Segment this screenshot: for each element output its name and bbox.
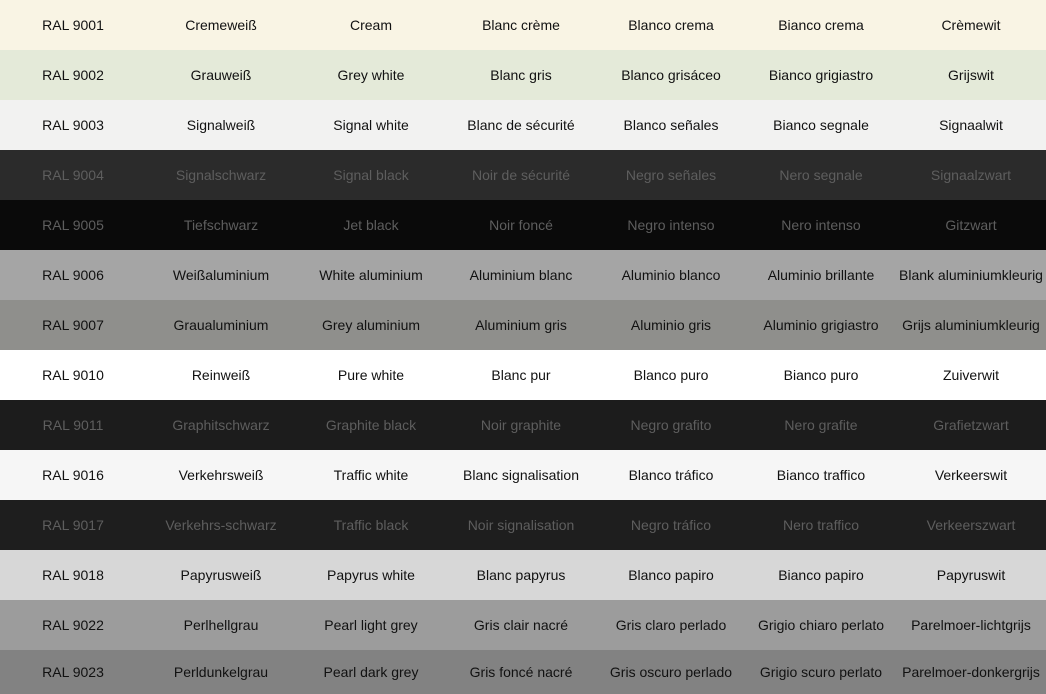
spanish-name-cell: Blanco señales bbox=[623, 116, 719, 133]
dutch-name-cell: Signaalwit bbox=[939, 116, 1003, 133]
english-name-cell: Jet black bbox=[343, 216, 399, 233]
italian-name-cell: Nero segnale bbox=[779, 166, 863, 183]
table-row bbox=[0, 500, 1046, 550]
dutch-name-cell: Crèmewit bbox=[941, 16, 1001, 33]
table-row bbox=[0, 350, 1046, 400]
table-row bbox=[0, 250, 1046, 300]
spanish-name-cell: Blanco tráfico bbox=[628, 466, 714, 483]
ral-code-cell: RAL 9016 bbox=[42, 466, 104, 483]
english-name-cell: Grey white bbox=[337, 66, 405, 83]
spanish-name-cell: Negro intenso bbox=[627, 216, 715, 233]
table-row bbox=[0, 650, 1046, 694]
french-name-cell: Noir signalisation bbox=[467, 516, 575, 533]
ral-code-cell: RAL 9005 bbox=[42, 216, 104, 233]
german-name-cell: Perlhellgrau bbox=[183, 616, 259, 633]
english-name-cell: Signal white bbox=[333, 116, 409, 133]
italian-name-cell: Nero intenso bbox=[781, 216, 861, 233]
spanish-name-cell: Negro tráfico bbox=[630, 516, 712, 533]
french-name-cell: Blanc papyrus bbox=[476, 566, 566, 583]
ral-code-cell: RAL 9001 bbox=[42, 16, 104, 33]
italian-name-cell: Nero grafite bbox=[784, 416, 858, 433]
italian-name-cell: Grigio scuro perlato bbox=[759, 663, 883, 680]
table-row bbox=[0, 600, 1046, 650]
italian-name-cell: Bianco crema bbox=[778, 16, 864, 33]
spanish-name-cell: Negro grafito bbox=[630, 416, 712, 433]
german-name-cell: Graualuminium bbox=[173, 316, 269, 333]
dutch-name-cell: Grijs aluminiumkleurig bbox=[902, 316, 1040, 333]
french-name-cell: Blanc de sécurité bbox=[467, 116, 575, 133]
dutch-name-cell: Blank aluminiumkleurig bbox=[899, 266, 1043, 283]
dutch-name-cell: Verkeerswit bbox=[934, 466, 1008, 483]
italian-name-cell: Bianco segnale bbox=[773, 116, 869, 133]
ral-code-cell: RAL 9011 bbox=[42, 416, 104, 433]
french-name-cell: Gris clair nacré bbox=[473, 616, 569, 633]
spanish-name-cell: Blanco grisáceo bbox=[621, 66, 721, 83]
spanish-name-cell: Blanco crema bbox=[628, 16, 714, 33]
table-row bbox=[0, 50, 1046, 100]
spanish-name-cell: Blanco puro bbox=[633, 366, 709, 383]
italian-name-cell: Grigio chiaro perlato bbox=[757, 616, 885, 633]
french-name-cell: Noir graphite bbox=[480, 416, 562, 433]
english-name-cell: Grey aluminium bbox=[321, 316, 421, 333]
table-row bbox=[0, 300, 1046, 350]
dutch-name-cell: Verkeerszwart bbox=[926, 516, 1016, 533]
ral-code-cell: RAL 9006 bbox=[42, 266, 104, 283]
table-row bbox=[0, 0, 1046, 50]
spanish-name-cell: Gris oscuro perlado bbox=[609, 663, 733, 680]
dutch-name-cell: Gitzwart bbox=[945, 216, 997, 233]
french-name-cell: Blanc gris bbox=[490, 66, 552, 83]
dutch-name-cell: Grijswit bbox=[948, 66, 994, 83]
ral-code-cell: RAL 9022 bbox=[42, 616, 104, 633]
ral-code-cell: RAL 9007 bbox=[42, 316, 104, 333]
german-name-cell: Graphitschwarz bbox=[172, 416, 270, 433]
table-row bbox=[0, 200, 1046, 250]
german-name-cell: Papyrusweiß bbox=[180, 566, 262, 583]
english-name-cell: White aluminium bbox=[319, 266, 423, 283]
french-name-cell: Aluminium blanc bbox=[469, 266, 573, 283]
english-name-cell: Pure white bbox=[337, 366, 405, 383]
table-row bbox=[0, 550, 1046, 600]
german-name-cell: Tiefschwarz bbox=[183, 216, 259, 233]
dutch-name-cell: Papyruswit bbox=[936, 566, 1006, 583]
italian-name-cell: Aluminio brillante bbox=[767, 266, 875, 283]
english-name-cell: Pearl light grey bbox=[324, 616, 418, 633]
ral-code-cell: RAL 9023 bbox=[42, 663, 104, 680]
french-name-cell: Gris foncé nacré bbox=[469, 663, 573, 680]
ral-code-cell: RAL 9017 bbox=[42, 516, 104, 533]
german-name-cell: Signalschwarz bbox=[175, 166, 267, 183]
spanish-name-cell: Negro señales bbox=[625, 166, 717, 183]
english-name-cell: Signal black bbox=[333, 166, 409, 183]
italian-name-cell: Nero traffico bbox=[783, 516, 859, 533]
english-name-cell: Papyrus white bbox=[327, 566, 415, 583]
table-row bbox=[0, 150, 1046, 200]
italian-name-cell: Bianco puro bbox=[783, 366, 859, 383]
spanish-name-cell: Aluminio gris bbox=[630, 316, 712, 333]
english-name-cell: Traffic white bbox=[333, 466, 409, 483]
dutch-name-cell: Grafietzwart bbox=[933, 416, 1009, 433]
english-name-cell: Graphite black bbox=[325, 416, 417, 433]
french-name-cell: Blanc pur bbox=[491, 366, 551, 383]
dutch-name-cell: Signaalzwart bbox=[930, 166, 1012, 183]
ral-code-cell: RAL 9010 bbox=[42, 366, 104, 383]
ral-code-cell: RAL 9003 bbox=[42, 116, 104, 133]
italian-name-cell: Bianco traffico bbox=[776, 466, 866, 483]
italian-name-cell: Bianco grigiastro bbox=[768, 66, 874, 83]
english-name-cell: Pearl dark grey bbox=[323, 663, 419, 680]
french-name-cell: Aluminium gris bbox=[475, 316, 567, 333]
german-name-cell: Signalweiß bbox=[186, 116, 256, 133]
ral-code-cell: RAL 9004 bbox=[42, 166, 104, 183]
table-row bbox=[0, 100, 1046, 150]
table-row bbox=[0, 450, 1046, 500]
german-name-cell: Verkehrs-schwarz bbox=[165, 516, 277, 533]
german-name-cell: Verkehrsweiß bbox=[178, 466, 264, 483]
dutch-name-cell: Parelmoer-lichtgrijs bbox=[911, 616, 1031, 633]
german-name-cell: Reinweiß bbox=[191, 366, 251, 383]
french-name-cell: Blanc crème bbox=[482, 16, 560, 33]
german-name-cell: Perldunkelgrau bbox=[173, 663, 269, 680]
dutch-name-cell: Parelmoer-donkergrijs bbox=[902, 663, 1040, 680]
ral-code-cell: RAL 9002 bbox=[42, 66, 104, 83]
table-row bbox=[0, 400, 1046, 450]
spanish-name-cell: Gris claro perlado bbox=[615, 616, 727, 633]
french-name-cell: Noir foncé bbox=[489, 216, 553, 233]
german-name-cell: Weißaluminium bbox=[172, 266, 270, 283]
german-name-cell: Grauweiß bbox=[190, 66, 252, 83]
ral-code-cell: RAL 9018 bbox=[42, 566, 104, 583]
french-name-cell: Noir de sécurité bbox=[471, 166, 571, 183]
spanish-name-cell: Aluminio blanco bbox=[621, 266, 721, 283]
dutch-name-cell: Zuiverwit bbox=[942, 366, 999, 383]
italian-name-cell: Aluminio grigiastro bbox=[763, 316, 879, 333]
german-name-cell: Cremeweiß bbox=[185, 16, 257, 33]
italian-name-cell: Bianco papiro bbox=[778, 566, 864, 583]
english-name-cell: Cream bbox=[349, 16, 392, 33]
spanish-name-cell: Blanco papiro bbox=[628, 566, 714, 583]
english-name-cell: Traffic black bbox=[333, 516, 409, 533]
french-name-cell: Blanc signalisation bbox=[463, 466, 579, 483]
